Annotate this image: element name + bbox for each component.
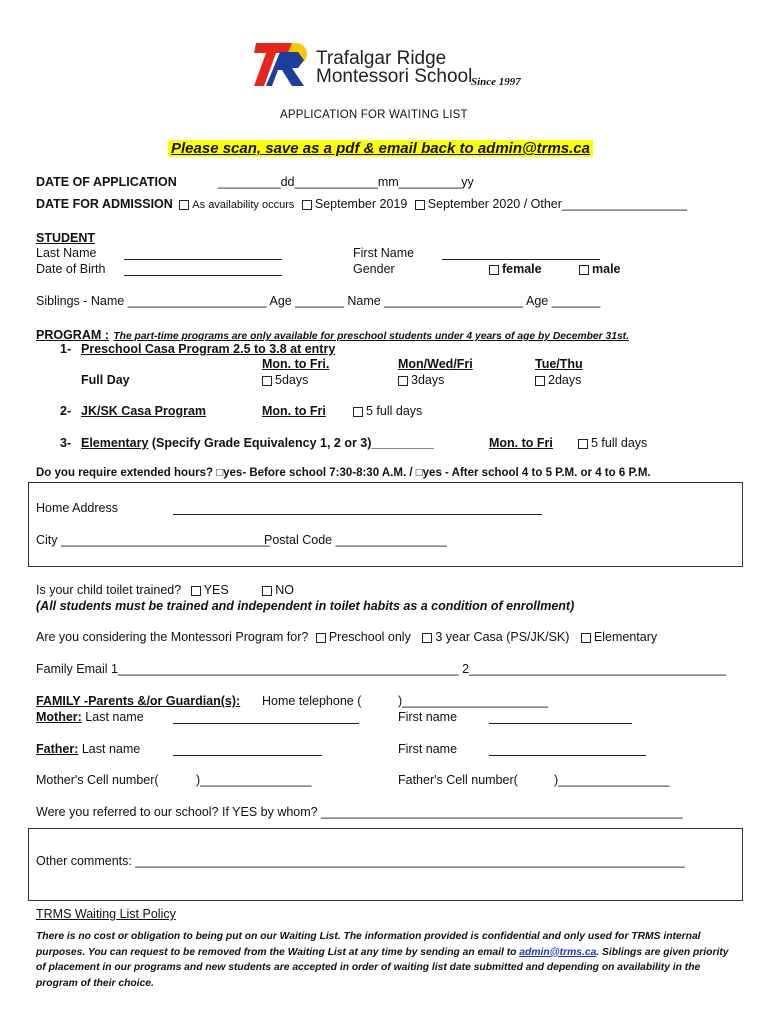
3days-label: 3days xyxy=(411,373,445,387)
program2-number: 2- xyxy=(60,404,72,418)
first-name-label: First Name xyxy=(353,246,415,260)
col-mon-wed-fri: Mon/Wed/Fri xyxy=(398,357,473,371)
last-name-input[interactable] xyxy=(124,248,282,260)
program3-checkbox[interactable] xyxy=(578,439,588,449)
mother-first-name-input[interactable] xyxy=(489,712,632,724)
city-field[interactable]: City ______________________________ xyxy=(36,533,270,547)
program3-title: Elementary xyxy=(81,436,149,450)
2days-checkbox[interactable] xyxy=(535,376,545,386)
program3-row xyxy=(81,436,434,450)
considering-row xyxy=(36,630,657,644)
date-for-admission-label: DATE FOR ADMISSION xyxy=(36,197,173,211)
5days-label: 5days xyxy=(275,373,309,387)
toilet-question: Is your child toilet trained? xyxy=(36,583,182,597)
program3-grade-field[interactable]: (Specify Grade Equivalency 1, 2 or 3)_________ xyxy=(151,436,434,450)
opt-5days[interactable] xyxy=(262,373,308,387)
opt-2days[interactable] xyxy=(535,373,581,387)
toilet-note: (All students must be trained and independent in toilet habits as a condition of enrollment) xyxy=(36,599,575,613)
date-for-admission-row xyxy=(36,197,687,211)
2days-label: 2days xyxy=(548,373,582,387)
full-day-label: Full Day xyxy=(81,373,130,387)
female-checkbox[interactable] xyxy=(489,265,499,275)
since-year: Since 1997 xyxy=(471,76,521,88)
form-title: APPLICATION FOR WAITING LIST xyxy=(280,109,468,121)
col-tue-thu: Tue/Thu xyxy=(535,357,583,371)
availability-label: As availability occurs xyxy=(192,199,295,211)
home-address-label: Home Address xyxy=(36,501,118,515)
family-email-row[interactable]: Family Email 1_________________________________________________ 2_____________________________________ xyxy=(36,662,727,676)
casa-checkbox[interactable] xyxy=(422,633,432,643)
sep2020-label: September 2020 xyxy=(427,197,521,211)
casa-label: 3 year Casa (PS/JK/SK) xyxy=(435,630,570,644)
policy-text-a: There is no cost or obligation to being put on our Waiting List. The information provided is confidential and only used for TRMS internal purposes. You can request to be removed from the Waiting List at any time by sending an email to xyxy=(36,931,701,958)
5days-checkbox[interactable] xyxy=(262,376,272,386)
policy-text xyxy=(36,929,736,991)
school-name-line2: Montessori School xyxy=(316,66,473,87)
father-last-name-input[interactable] xyxy=(173,744,322,756)
opt-3days[interactable] xyxy=(398,373,444,387)
dob-input[interactable] xyxy=(124,264,282,276)
considering-question: Are you considering the Montessori Program for? xyxy=(36,630,309,644)
preschool-label: Preschool only xyxy=(328,630,411,644)
father-first-name-label: First name xyxy=(398,742,458,756)
elementary-label: Elementary xyxy=(593,630,658,644)
date-of-application-label: DATE OF APPLICATION xyxy=(36,175,177,189)
siblings-row[interactable]: Siblings - Name ____________________ Age _______ Name ____________________ Age _______ xyxy=(36,294,601,308)
male-option[interactable] xyxy=(579,262,621,276)
father-cell-field[interactable]: )________________ xyxy=(554,773,670,787)
father-last-name-label: Last name xyxy=(78,742,141,756)
policy-text-b: . Siblings are given priority of placement in our programs and new students are accepted in order of waiting list date submitted and depending on availability in the program of their choice. xyxy=(36,946,729,989)
program2-option[interactable] xyxy=(353,404,422,418)
family-heading: FAMILY -Parents &/or Guardian(s): xyxy=(36,694,241,708)
gender-label: Gender xyxy=(353,262,395,276)
female-option[interactable] xyxy=(489,262,542,276)
toilet-no-checkbox[interactable] xyxy=(262,586,272,596)
extended-hours-question[interactable]: Do you require extended hours? □yes- Before school 7:30-8:30 A.M. / □yes - After school 4 to 5 P.M. or 4 to 6 P.M. xyxy=(36,467,651,479)
address-box xyxy=(28,482,743,567)
home-telephone-label: Home telephone ( xyxy=(262,694,362,708)
3days-checkbox[interactable] xyxy=(398,376,408,386)
mother-first-name-label: First name xyxy=(398,710,458,724)
female-label: female xyxy=(502,262,542,276)
last-name-label: Last Name xyxy=(36,246,97,260)
email-instruction: Please scan, save as a pdf & email back to admin@trms.ca xyxy=(168,140,593,157)
toilet-no-label: NO xyxy=(275,583,294,597)
program3-number: 3- xyxy=(60,436,72,450)
program-note: The part-time programs are only available for preschool students under 4 years of age by December 31st. xyxy=(113,331,629,342)
policy-title: TRMS Waiting List Policy xyxy=(36,907,176,921)
father-first-name-input[interactable] xyxy=(489,744,646,756)
program3-option-label: 5 full days xyxy=(591,436,648,450)
sep2020-checkbox[interactable] xyxy=(415,200,425,210)
program2-option-label: 5 full days xyxy=(366,404,423,418)
program3-option[interactable] xyxy=(578,436,647,450)
father-label: Father: xyxy=(36,742,79,756)
mother-last-name-label: Last name xyxy=(81,710,144,724)
father-row xyxy=(36,742,140,756)
referred-row[interactable]: Were you referred to our school? If YES by whom? ____________________________________________________ xyxy=(36,805,683,819)
other-field[interactable]: / Other__________________ xyxy=(523,197,688,211)
mother-label: Mother: xyxy=(36,710,82,724)
mother-last-name-input[interactable] xyxy=(173,712,359,724)
elementary-checkbox[interactable] xyxy=(581,633,591,643)
program2-days: Mon. to Fri xyxy=(262,404,326,418)
sep2019-checkbox[interactable] xyxy=(302,200,312,210)
toilet-yes-label: YES xyxy=(203,583,229,597)
program1-number: 1- xyxy=(60,342,72,356)
school-name-line1: Trafalgar Ridge xyxy=(316,48,447,69)
home-telephone-field[interactable]: )_____________________ xyxy=(398,694,549,708)
male-checkbox[interactable] xyxy=(579,265,589,275)
toilet-yes-checkbox[interactable] xyxy=(191,586,201,596)
program2-title: JK/SK Casa Program xyxy=(81,404,207,418)
other-comments-field[interactable]: Other comments: _______________________________________________________________________________ xyxy=(36,854,685,868)
dob-label: Date of Birth xyxy=(36,262,106,276)
toilet-row xyxy=(36,583,294,597)
date-of-application-field[interactable]: _________dd____________mm_________yy xyxy=(218,175,474,189)
availability-checkbox[interactable] xyxy=(179,200,189,210)
program-heading: PROGRAM : xyxy=(36,328,109,342)
school-logo xyxy=(254,40,310,88)
mother-cell-field[interactable]: )________________ xyxy=(196,773,312,787)
first-name-input[interactable] xyxy=(442,248,600,260)
mother-cell-label: Mother's Cell number( xyxy=(36,773,159,787)
program2-checkbox[interactable] xyxy=(353,407,363,417)
sep2019-label: September 2019 xyxy=(314,197,408,211)
preschool-checkbox[interactable] xyxy=(316,633,326,643)
postal-code-field[interactable]: Postal Code ________________ xyxy=(264,533,447,547)
student-heading: STUDENT xyxy=(36,231,96,245)
mother-row xyxy=(36,710,144,724)
father-cell-label: Father's Cell number( xyxy=(398,773,518,787)
col-mon-fri: Mon. to Fri. xyxy=(262,357,330,371)
program3-days: Mon. to Fri xyxy=(489,436,553,450)
home-address-input[interactable] xyxy=(173,503,542,515)
program1-title: Preschool Casa Program 2.5 to 3.8 at entry xyxy=(81,342,336,356)
admin-email-link[interactable]: admin@trms.ca xyxy=(519,946,597,958)
male-label: male xyxy=(592,262,621,276)
